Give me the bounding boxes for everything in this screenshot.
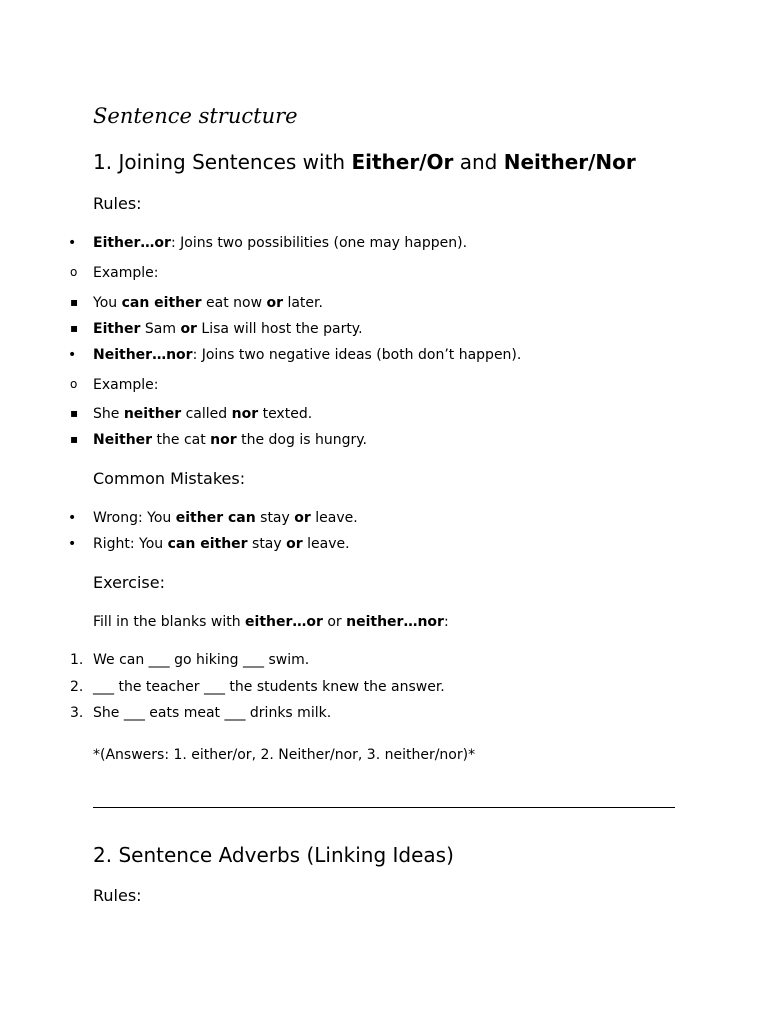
section-1-heading: 1. Joining Sentences with Either/Or and Neither/Nor — [93, 150, 636, 174]
bullet-marker: • — [68, 510, 77, 526]
exercise-label: Exercise: — [93, 573, 165, 592]
circle-marker: o — [70, 265, 78, 279]
square-marker: ▪ — [70, 321, 79, 335]
bullet-marker: • — [68, 536, 77, 552]
example-sentence: She neither called nor texted. — [93, 406, 313, 422]
exercise-item-number: 2. — [70, 679, 84, 695]
bullet-marker: • — [68, 235, 77, 251]
square-marker: ▪ — [70, 295, 79, 309]
section-2-heading: 2. Sentence Adverbs (Linking Ideas) — [93, 843, 454, 867]
exercise-instruction: Fill in the blanks with either…or or neither…nor: — [93, 614, 449, 630]
horizontal-rule — [93, 807, 675, 808]
answers-note: *(Answers: 1. either/or, 2. Neither/nor, 3. neither/nor)* — [93, 747, 476, 763]
neither-nor-rule: Neither…nor: Joins two negative ideas (both don’t happen). — [93, 347, 522, 363]
exercise-item: She ___ eats meat ___ drinks milk. — [93, 705, 332, 721]
document-title: Sentence structure — [93, 104, 298, 128]
exercise-item: We can ___ go hiking ___ swim. — [93, 652, 310, 668]
example-sentence: Neither the cat nor the dog is hungry. — [93, 432, 367, 448]
common-mistakes-label: Common Mistakes: — [93, 469, 246, 488]
square-marker: ▪ — [70, 406, 79, 420]
wrong-example: Wrong: You either can stay or leave. — [93, 510, 358, 526]
bullet-marker: • — [68, 347, 77, 363]
example-label: Example: — [93, 265, 159, 281]
square-marker: ▪ — [70, 432, 79, 446]
either-or-rule: Either…or: Joins two possibilities (one may happen). — [93, 235, 468, 251]
example-sentence: Either Sam or Lisa will host the party. — [93, 321, 363, 337]
rules-label: Rules: — [93, 194, 142, 213]
right-example: Right: You can either stay or leave. — [93, 536, 350, 552]
rules-label: Rules: — [93, 886, 142, 905]
example-sentence: You can either eat now or later. — [93, 295, 323, 311]
exercise-item-number: 1. — [70, 652, 84, 668]
example-label: Example: — [93, 377, 159, 393]
exercise-item-number: 3. — [70, 705, 84, 721]
exercise-item: ___ the teacher ___ the students knew the answer. — [93, 679, 445, 695]
circle-marker: o — [70, 377, 78, 391]
